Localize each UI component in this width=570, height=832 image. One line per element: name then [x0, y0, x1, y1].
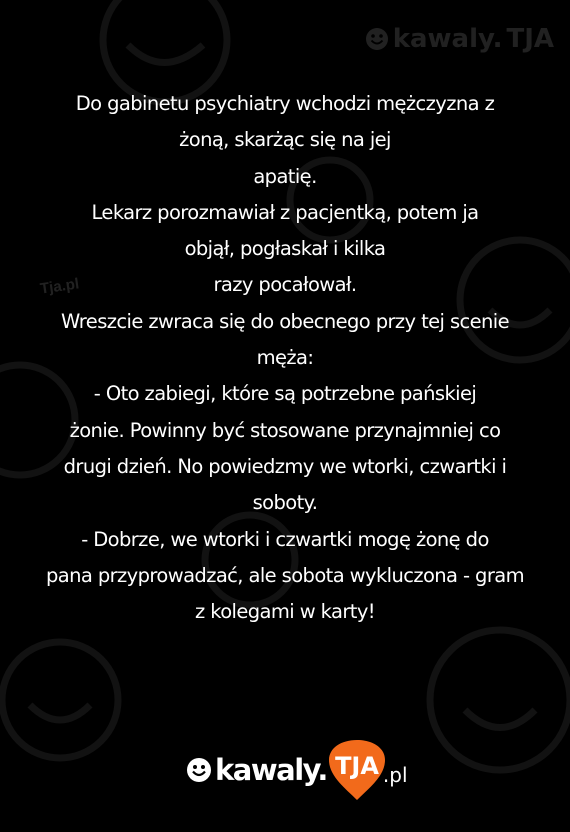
joke-line: z kolegami w karty!	[195, 600, 375, 624]
joke-line: - Oto zabiegi, które są potrzebne pańskiej	[93, 382, 477, 406]
joke-line: soboty.	[252, 491, 318, 515]
joke-text	[14, 86, 556, 630]
joke-line: apatię.	[253, 164, 317, 188]
side-watermark: Tja.pl	[39, 275, 81, 298]
logo-tld: .pl	[382, 763, 408, 787]
logo-accent: TJA	[334, 752, 379, 780]
joke-line: - Dobrze, we wtorki i czwartki mogę żonę do	[81, 527, 489, 551]
joke-line: Wreszcie zwraca się do obecnego przy tej scenie	[61, 309, 509, 333]
smiley-icon	[186, 757, 212, 783]
logo-word: kawaly.	[215, 753, 327, 787]
smiley-icon	[365, 27, 389, 51]
top-watermark-accent: TJA	[506, 24, 554, 54]
joke-line: drugi dzień. No powiedzmy we wtorki, czwartki i	[63, 454, 507, 478]
joke-line: Lekarz porozmawiał z pacjentką, potem ja	[91, 200, 479, 224]
joke-line: objął, pogłaskał i kilka	[184, 237, 386, 261]
joke-line: żoną, skarżąc się na jej	[179, 128, 391, 152]
joke-line: Do gabinetu psychiatry wchodzi mężczyzna z	[75, 92, 495, 115]
top-watermark-word: kawaly.	[392, 24, 503, 54]
logo-drop-badge	[325, 738, 389, 802]
joke-line: pana przyprowadzać, ale sobota wykluczona - gram	[46, 563, 524, 587]
joke-line: razy pocałował.	[213, 273, 357, 297]
joke-line: męża:	[256, 346, 314, 370]
top-watermark-logo	[365, 24, 554, 54]
site-logo	[186, 740, 408, 796]
joke-line: żonie. Powinny być stosowane przynajmniej co	[69, 418, 501, 442]
